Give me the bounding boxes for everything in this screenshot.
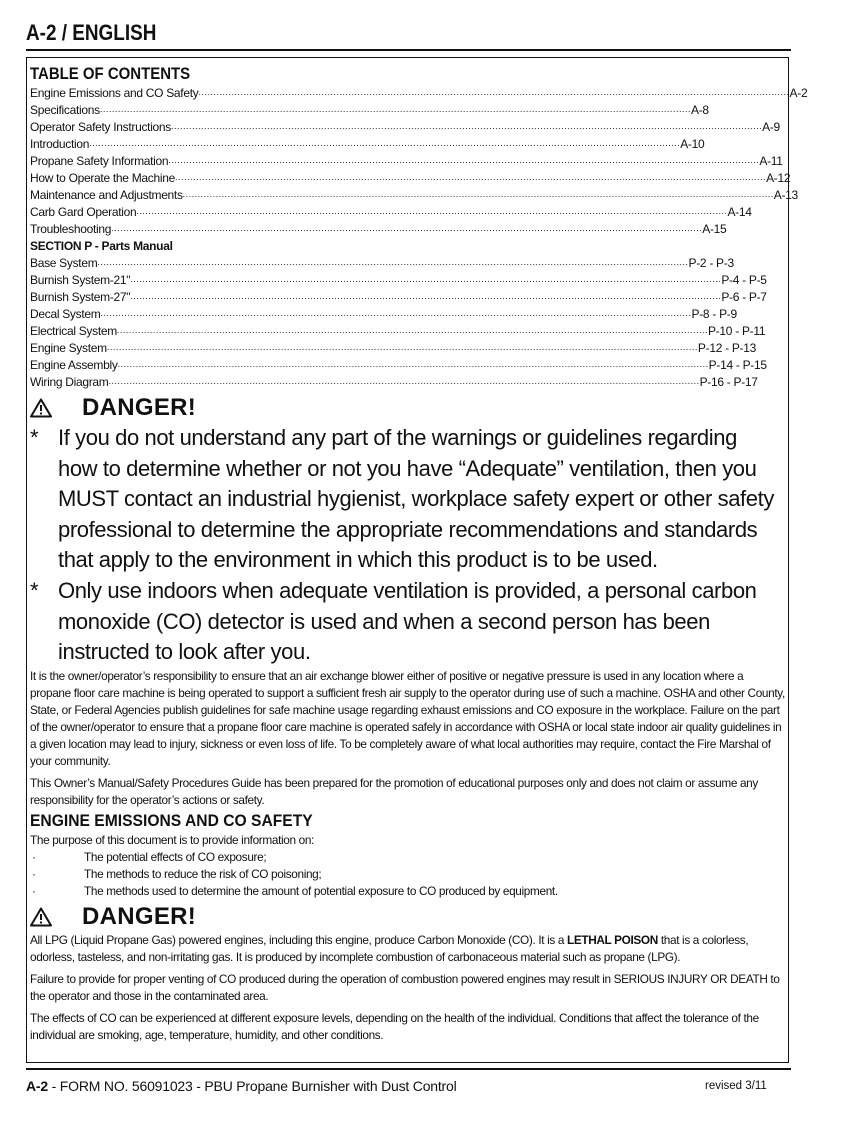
toc-entry-page: P-10 - P-11 [708, 324, 766, 338]
toc-entry-label: Base System [30, 256, 98, 270]
footer-rule [26, 1068, 791, 1070]
toc-entry-page: P-12 - P-13 [697, 341, 756, 355]
toc-leader-dots: ..................................................................................................................................................................................................... [106, 342, 698, 352]
toc-entry-page: A-14 [727, 205, 752, 219]
toc-leader-dots: ..................................................................................................................................................................................................... [111, 223, 703, 233]
page-title: A-2 / ENGLISH [26, 20, 157, 45]
toc-leader-dots: ..................................................................................................................................................................................................... [130, 291, 722, 301]
toc-leader-dots: ..................................................................................................................................................................................................... [174, 172, 767, 182]
page-header [26, 20, 791, 46]
toc-entry-label: Decal System [30, 307, 101, 321]
toc-entry-label: Burnish System-21" [30, 273, 131, 287]
toc-entry [30, 119, 780, 136]
toc-leader-dots: ..................................................................................................................................................................................................... [171, 121, 763, 131]
toc-entry-page: P-14 - P-15 [708, 358, 767, 372]
header-rule [26, 49, 791, 51]
toc-entry-label: Electrical System [30, 324, 117, 338]
emissions-intro: The purpose of this document is to provide information on: [30, 832, 314, 847]
toc-entry [30, 357, 767, 374]
toc-entry [30, 289, 767, 306]
bullet-icon: · [32, 866, 36, 881]
toc-entry [30, 187, 798, 204]
toc-leader-dots: ..................................................................................................................................................................................................... [97, 257, 689, 267]
co-effects-paragraph: The effects of CO can be experienced at different exposure levels, depending on the health of the individual. Conditions that affect the tolerance of the individual are smoking, age, temperature, humidity, and other conditions. [30, 1010, 759, 1042]
toc-entry-label: Maintenance and Adjustments [30, 188, 183, 202]
toc-entry [30, 136, 705, 153]
danger-warnings [30, 423, 785, 668]
toc-entry-page: A-12 [766, 171, 791, 185]
toc-entry [30, 153, 783, 170]
footer-revised: revised 3/11 [705, 1080, 767, 1092]
list-item [30, 866, 785, 883]
toc-entry-page: A-8 [690, 103, 709, 117]
warning-bullet: * [30, 425, 39, 450]
footer-page-number: A-2 [26, 1078, 48, 1094]
danger-label: DANGER! [82, 394, 197, 421]
toc-entry [30, 170, 791, 187]
manual-purpose-paragraph: This Owner’s Manual/Safety Procedures Guide has been prepared for the promotion of educational purposes only and does not claim or assume any responsibility for the operator’s actions or safety. [30, 775, 758, 807]
toc-entry [30, 85, 808, 102]
toc-entry-label: Engine System [30, 341, 107, 355]
toc-entry-label: Carb Gard Operation [30, 205, 137, 219]
toc-entry-page: A-13 [773, 188, 798, 202]
bullet-text: The potential effects of CO exposure; [84, 849, 267, 864]
toc-entry-label: Operator Safety Instructions [30, 120, 172, 134]
bullet-text: The methods used to determine the amount of potential exposure to CO produced by equipment. [84, 883, 558, 898]
toc-entry-label: Introduction [30, 137, 90, 151]
warning-item [30, 576, 785, 668]
toc-entry [30, 323, 766, 340]
danger-banner [30, 902, 785, 932]
warning-text: Only use indoors when adequate ventilation is provided, a personal carbon monoxide (CO) detector is used and when a second person has been instructed to look after you. [58, 577, 757, 665]
toc-entry [30, 374, 758, 391]
toc-entry-label: Engine Emissions and CO Safety [30, 86, 199, 100]
toc-leader-dots: ..................................................................................................................................................................................................... [116, 325, 709, 335]
toc-entry-label: Burnish System-27" [30, 290, 131, 304]
emissions-heading: ENGINE EMISSIONS AND CO SAFETY [30, 810, 313, 830]
toc-leader-dots: ..................................................................................................................................................................................................... [89, 138, 681, 148]
toc-entry-page: P-4 - P-5 [721, 273, 767, 287]
toc-list [30, 85, 808, 238]
toc-leader-dots: ..................................................................................................................................................................................................... [108, 376, 700, 386]
warning-triangle-icon [30, 907, 52, 927]
toc-heading: TABLE OF CONTENTS [30, 64, 191, 83]
warning-text: If you do not understand any part of the warnings or guidelines regarding how to determine whether or not you have “Adequate” ventilation, then you MUST contact an industrial hygienist, workplace safety expert or other safety professional to determine the appropriate recommendations and standards that apply to the environment in which this product is to be used. [58, 425, 774, 573]
toc-entry-page: P-2 - P-3 [688, 256, 734, 270]
toc-entry-label: Engine Assembly [30, 358, 118, 372]
bullet-icon: · [32, 883, 36, 898]
toc-entry-page: P-6 - P-7 [721, 290, 767, 304]
danger-banner [30, 393, 785, 423]
warning-triangle-icon [30, 398, 52, 418]
toc-entry [30, 306, 737, 323]
toc-entry-page: A-10 [680, 137, 705, 151]
toc-entry-label: Wiring Diagram [30, 375, 109, 389]
toc-leader-dots: ..................................................................................................................................................................................................... [130, 274, 722, 284]
toc-entry-label: How to Operate the Machine [30, 171, 175, 185]
warning-item [30, 423, 785, 576]
toc-leader-dots: ..................................................................................................................................................................................................... [99, 104, 691, 114]
bullet-text: The methods to reduce the risk of CO poisoning; [84, 866, 322, 881]
toc-leader-dots: ..................................................................................................................................................................................................... [100, 308, 692, 318]
toc-entry-label: Troubleshooting [30, 222, 112, 236]
toc-entry [30, 204, 752, 221]
toc-leader-dots: ..................................................................................................................................................................................................... [168, 155, 760, 165]
warning-bullet: * [30, 577, 39, 603]
footer-form-text: - FORM NO. 56091023 - PBU Propane Burnisher with Dust Control [47, 1078, 457, 1094]
lethal-poison-emphasis: LETHAL POISON [566, 932, 658, 947]
emissions-bullet-list [30, 849, 785, 900]
toc-leader-dots: ..................................................................................................................................................................................................... [136, 206, 728, 216]
lpg-text-start: All LPG (Liquid Propane Gas) powered engines, including this engine, produce Carbon Monoxide (CO). It is a [30, 932, 567, 947]
toc-leader-dots: ..................................................................................................................................................................................................... [198, 87, 790, 97]
toc-entry-label: Propane Safety Information [30, 154, 169, 168]
toc-leader-dots: ..................................................................................................................................................................................................... [182, 189, 774, 199]
toc-entry-page: A-11 [759, 154, 783, 168]
toc-entry-page: P-16 - P-17 [699, 375, 758, 389]
danger-label: DANGER! [82, 902, 197, 930]
page-content [30, 63, 808, 1044]
list-item [30, 883, 785, 900]
parts-toc-list [30, 255, 785, 391]
toc-entry [30, 102, 709, 119]
toc-entry [30, 255, 734, 272]
toc-entry-label: Specifications [30, 103, 100, 117]
lpg-co-paragraph [30, 932, 785, 966]
toc-entry [30, 221, 727, 238]
venting-paragraph: Failure to provide for proper venting of CO produced during the operation of combustion powered engines may result in SERIOUS INJURY OR DEATH to the operator and those in the contaminated area. [30, 971, 780, 1003]
list-item [30, 849, 785, 866]
toc-entry [30, 340, 756, 357]
toc-entry [30, 272, 767, 289]
bullet-icon: · [32, 849, 36, 864]
owner-responsibility-paragraph: It is the owner/operator’s responsibility to ensure that an air exchange blower either of positive or negative pressure is used in any location where a propane floor care machine is being operated to support a sufficient fresh air supply to the operator during use of such a machine. OSHA and other County, State, or Federal Agencies publish guidelines for safe machine usage regarding exhaust emissions and CO exposure in the workplace. Failure on the part of the owner/operator to ensure that a propane floor care machine is operated safely in accordance with OSHA or local state indoor air quality guidelines in a given location may lead to injury, sickness or even loss of life. To be completely aware of what local authorities may require, contact the Fire Marshal of your community. [30, 668, 785, 768]
toc-entry-page: A-15 [702, 222, 727, 236]
toc-entry-page: P-8 - P-9 [691, 307, 737, 321]
toc-leader-dots: ..................................................................................................................................................................................................... [117, 359, 709, 369]
toc-entry-page: A-2 [789, 86, 808, 100]
footer-form [26, 1078, 457, 1094]
lpg-text-end: that is a colorless, odorless, tasteless, and non-irritating gas. It is produced by incomplete combustion of carbonaceous material such as propane (LPG). [30, 932, 749, 964]
toc-entry-page: A-9 [762, 120, 780, 134]
section-p-heading: SECTION P - Parts Manual [30, 239, 173, 253]
